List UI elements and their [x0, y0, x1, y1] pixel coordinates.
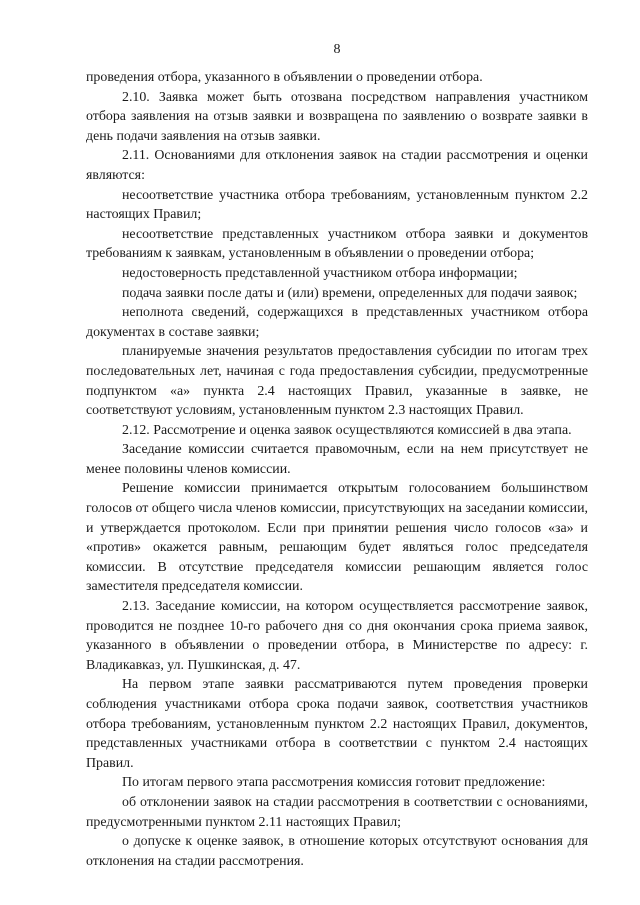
- paragraph-proposal: По итогам первого этапа рассмотрения комиссия готовит предложение:: [122, 775, 546, 791]
- paragraph-2-10: 2.10. Заявка может быть отозвана посредством направления участником отбора заявления на отзыв заявки и возвращена по заявлению о возврате заявки в день подачи заявления на отзыв заявки.: [86, 89, 588, 144]
- list-item-proposal: о допуске к оценке заявок, в отношение которых отсутствуют основания для отклонения на стадии рассмотрения.: [86, 834, 588, 869]
- page-number: 8: [333, 42, 341, 57]
- list-item-ground: несоответствие представленных участником отбора заявки и документов требованиям к заявкам, установленным в объявлении о проведении отбора;: [86, 226, 588, 262]
- paragraph-quorum: Заседание комиссии считается правомочным, если на нем присутствует не менее половины членов комиссии.: [86, 442, 588, 477]
- list-item-ground: несоответствие участника отбора требованиям, установленным пунктом 2.2 настоящих Правил;: [86, 187, 588, 223]
- paragraph-continuation: проведения отбора, указанного в объявлении о проведении отбора.: [86, 70, 483, 85]
- paragraph-2-11: 2.11. Основаниями для отклонения заявок на стадии рассмотрения и оценки являются:: [86, 148, 588, 183]
- paragraph-2-12: 2.12. Рассмотрение и оценка заявок осуществляются комиссией в два этапа.: [122, 422, 572, 438]
- document-body: [86, 68, 588, 871]
- list-item-ground: планируемые значения результатов предоставления субсидии по итогам трех последовательных лет, начиная с года предоставления субсидии, предусмотренные подпунктом «а» пункта 2.4 настоящих Правил, указанные в заявке, не соответствуют условиям, установленным пунктом 2.3 настоящих Правил.: [86, 344, 588, 419]
- paragraph-first-stage: На первом этапе заявки рассматриваются путем проведения проверки соблюдения участниками отбора срока подачи заявок, соответствия участников отбора требованиям, установленным пунктом 2.2 настоящих Правил, документов, представленных участниками отбора в соответствии с пунктом 2.4 настоящих Правил.: [86, 677, 588, 771]
- list-item-proposal: об отклонении заявок на стадии рассмотрения в соответствии с основаниями, предусмотренными пунктом 2.11 настоящих Правил;: [86, 794, 588, 830]
- list-item-ground: недостоверность представленной участником отбора информации;: [122, 265, 518, 281]
- list-item-ground: подача заявки после даты и (или) времени, определенных для подачи заявок;: [122, 285, 578, 301]
- paragraph-2-13: 2.13. Заседание комиссии, на котором осуществляется рассмотрение заявок, проводится не позднее 10-го рабочего дня со дня окончания срока приема заявок, указанного в объявлении о проведении отбора, в Министерстве по адресу: г. Владикавказ, ул. Пушкинская, д. 47.: [86, 599, 588, 673]
- paragraph-voting: Решение комиссии принимается открытым голосованием большинством голосов от общего числа членов комиссии, присутствующих на заседании комиссии, и утверждается протоколом. Если при принятии решения число голосов «за» и «против» окажется равным, решающим будет являться голос председателя комиссии. В отсутствие председателя комиссии решающим является голос заместителя председателя комиссии.: [86, 481, 589, 595]
- list-item-ground: неполнота сведений, содержащихся в представленных участником отбора документах в составе заявки;: [86, 305, 588, 340]
